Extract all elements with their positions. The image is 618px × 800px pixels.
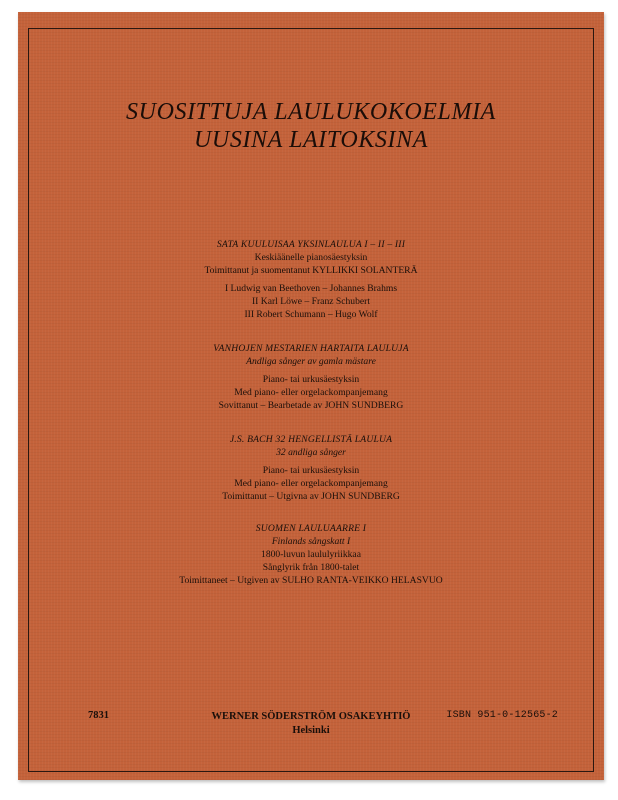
collection-title: J.S. BACH 32 HENGELLISTÄ LAULUA [229, 434, 393, 445]
collection-line: Piano- tai urkusäestyksin [262, 465, 360, 476]
publisher-city: Helsinki [292, 725, 330, 736]
collection-vanhojen-mestarien [18, 342, 604, 412]
collection-bach-32 [18, 433, 604, 503]
volume-line: II Karl Löwe – Franz Schubert [251, 296, 370, 307]
collection-sata-kuuluisaa [18, 238, 604, 321]
cover-heading [18, 98, 604, 154]
collection-line: Sovittanut – Bearbetade av JOHN SUNDBERG [218, 400, 404, 411]
collection-line: Med piano- eller orgelackompanjemang [234, 478, 388, 489]
isbn-number: ISBN 951-0-12565-2 [446, 710, 558, 721]
collection-subtitle: Finlands sångskatt I [271, 536, 351, 547]
collection-line: Keskiäänelle pianosäestyksin [254, 252, 368, 263]
collection-title: SATA KUULUISAA YKSINLAULUA I – II – III [216, 239, 406, 250]
catalog-code: 7831 [88, 710, 109, 721]
heading-line-2: UUSINA LAITOKSINA [193, 127, 428, 153]
heading-line-1: SUOSITTUJA LAULUKOKOELMIA [126, 99, 496, 125]
volume-line: I Ludwig van Beethoven – Johannes Brahms [224, 283, 398, 294]
collection-subtitle: 32 andliga sånger [276, 447, 346, 458]
collection-line: 1800-luvun laululyriikkaa [261, 549, 361, 560]
collection-line: Toimittanut – Utgivna av JOHN SUNDBERG [222, 491, 400, 502]
collection-title: SUOMEN LAULUAARRE I [255, 523, 367, 534]
book-back-cover [18, 12, 604, 780]
cover-footer [18, 710, 604, 742]
collection-line: Med piano- eller orgelackompanjemang [234, 387, 388, 398]
publisher-name: WERNER SÖDERSTRÖM OSAKEYHTIÖ [211, 711, 411, 722]
volume-line: III Robert Schumann – Hugo Wolf [244, 309, 378, 320]
collection-suomen-lauluaarre [18, 522, 604, 587]
collection-title: VANHOJEN MESTARIEN HARTAITA LAULUJA [213, 343, 409, 354]
collection-line: Toimittaneet – Utgiven av SULHO RANTA-VEIKKO HELASVUO [179, 575, 443, 586]
collection-line: Toimittanut ja suomentanut KYLLIKKI SOLANTERÄ [204, 265, 418, 276]
collection-line: Piano- tai urkusäestyksin [262, 374, 360, 385]
collection-line: Sånglyrik från 1800-talet [262, 562, 360, 573]
collection-subtitle: Andliga sånger av gamla mästare [246, 356, 376, 367]
